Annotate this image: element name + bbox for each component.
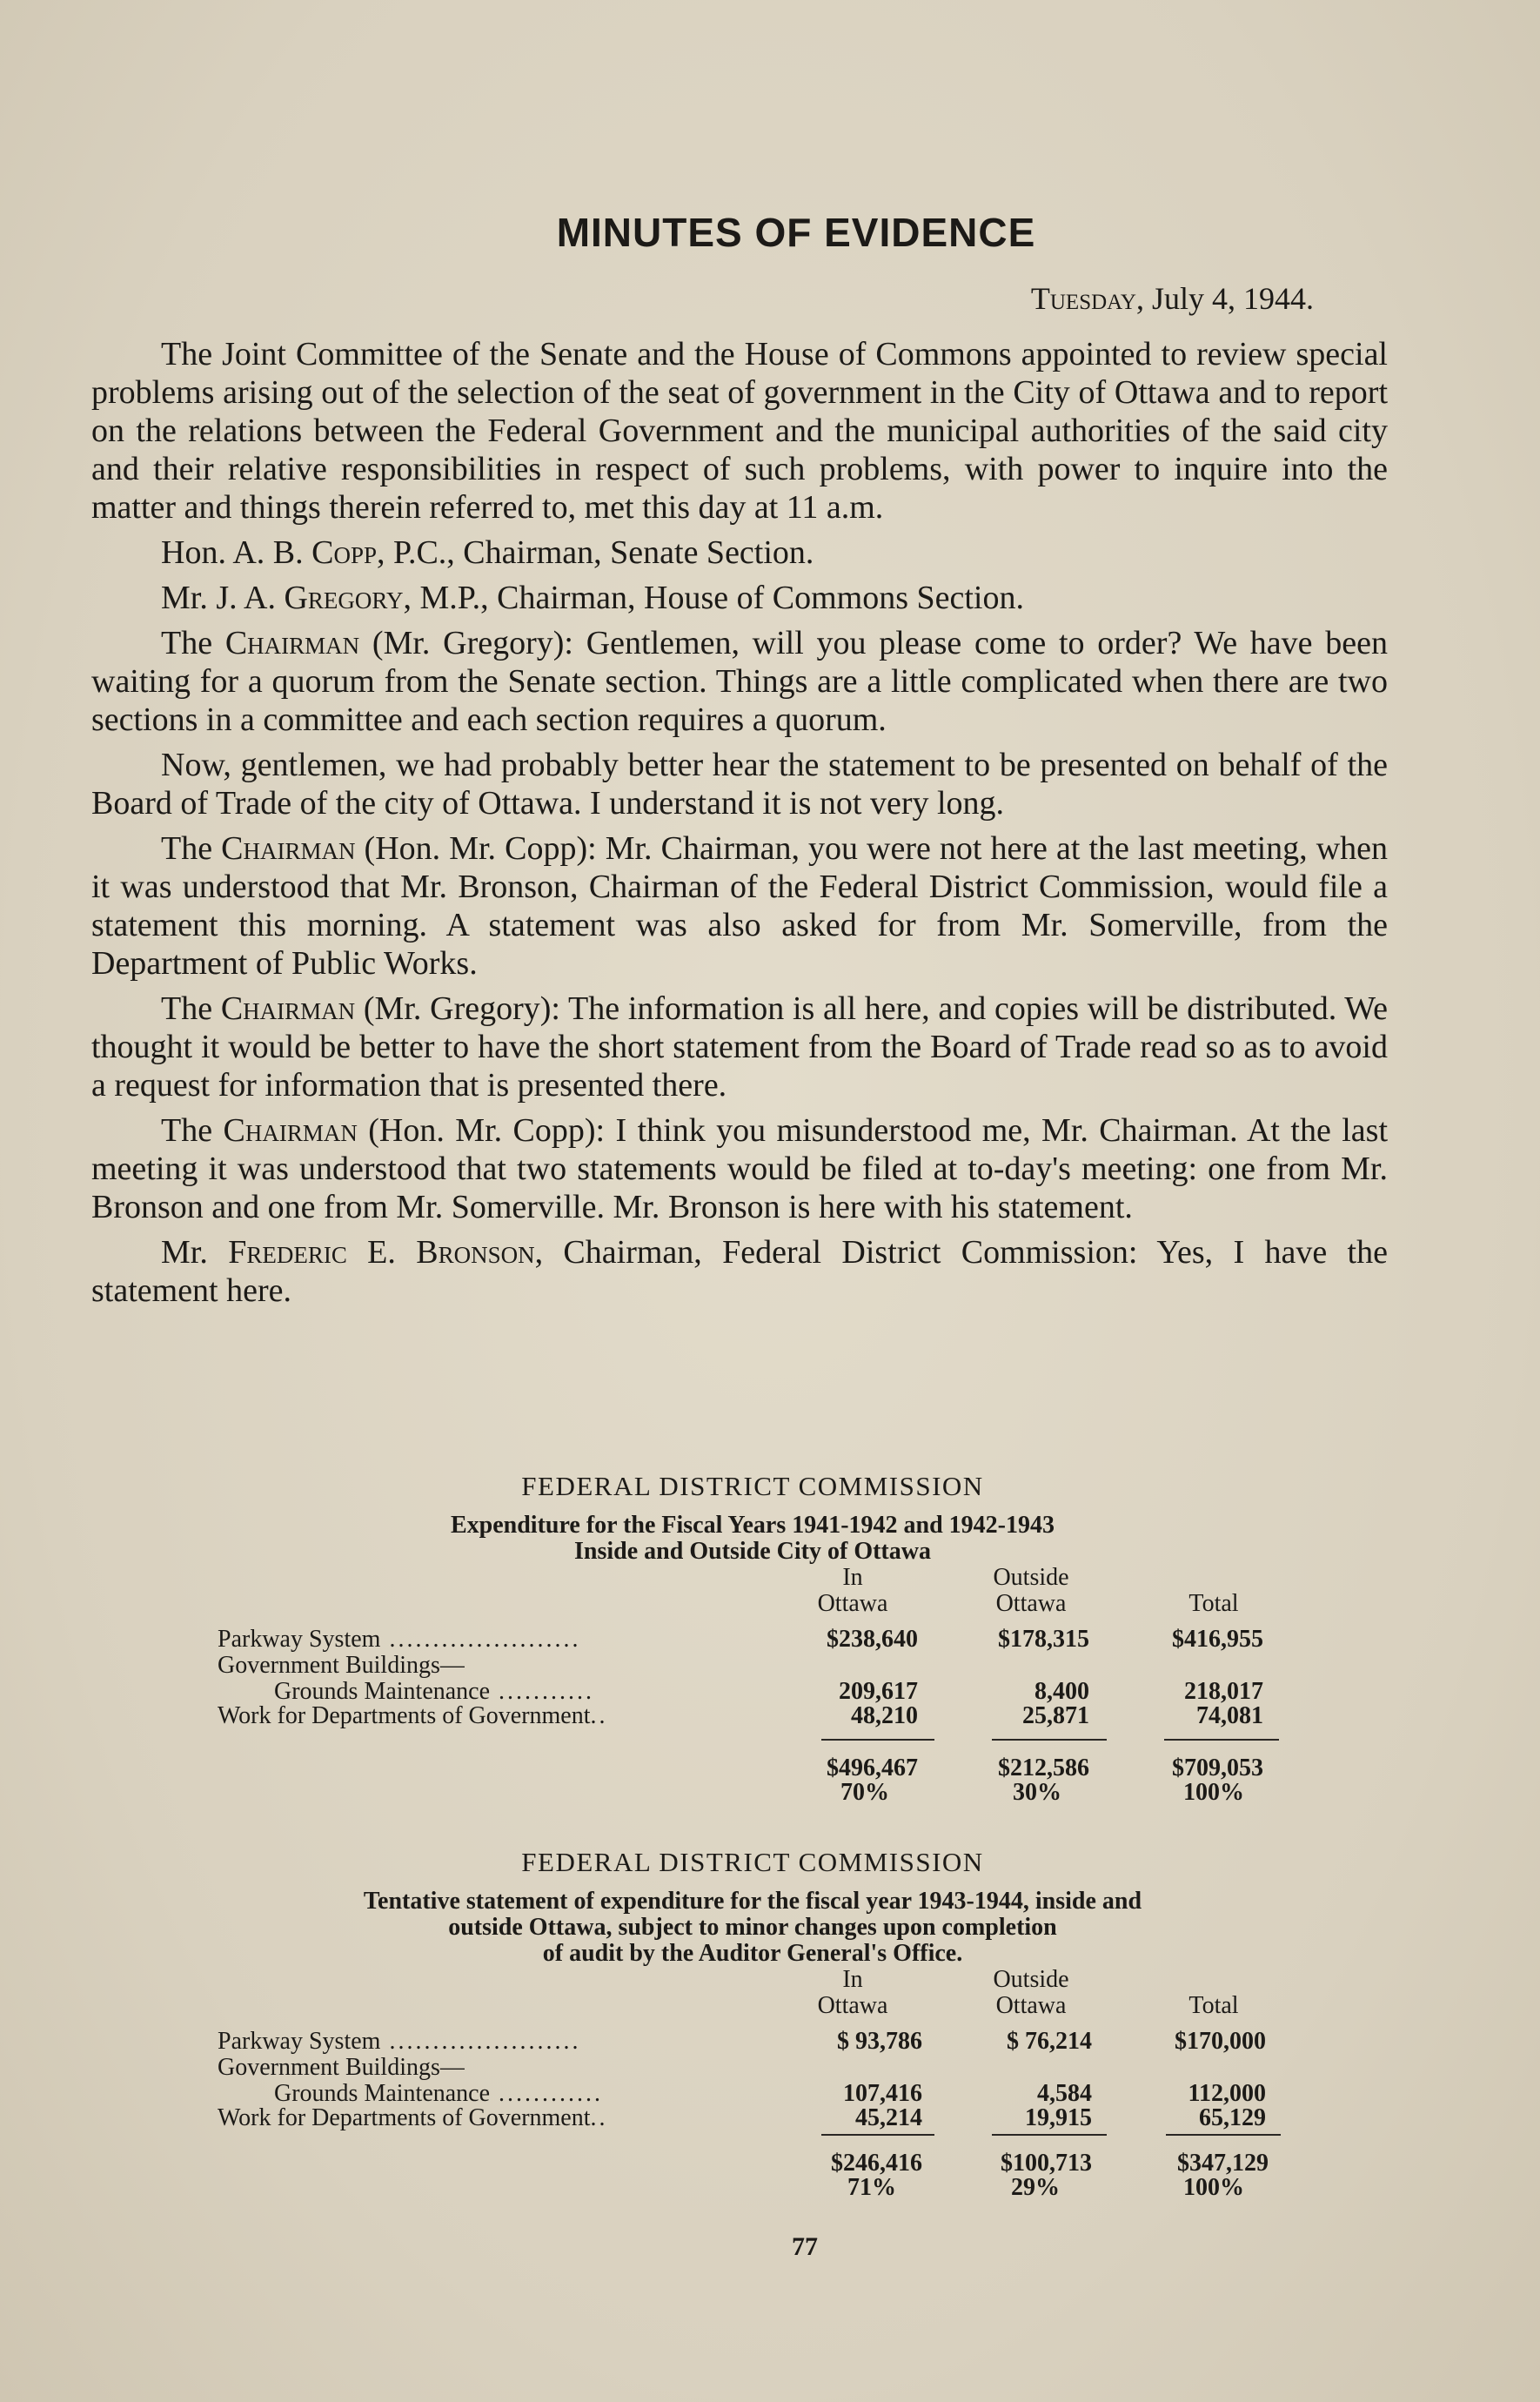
divider <box>1166 2134 1281 2136</box>
table-percent-row: 70% 30% 100% <box>840 1779 1244 1806</box>
session-date-text: July 4, 1944. <box>1151 281 1314 316</box>
paragraph-chairman-copp-2: The Chairman (Hon. Mr. Copp): I think you misunderstood me, Mr. Chairman. At the last meeting it was understood that two statements would be filed at to-day's meeting: one from Mr. Bronson and one from Mr. Somerville. Mr. Bronson is here with his statement. <box>91 1112 1388 1225</box>
divider <box>992 2134 1107 2136</box>
table-row: Grounds Maintenance ............ 107,416 4,584 112,000 <box>274 2080 1266 2107</box>
table2-header-total: Total <box>1188 1992 1239 2019</box>
paragraph-board-of-trade: Now, gentlemen, we had probably better hear the statement to be presented on behalf of the Board of Trade of the city of Ottawa. I understand it is not very long. <box>91 747 1388 822</box>
paragraph-bronson: Mr. Frederic E. Bronson, Chairman, Federal District Commission: Yes, I have the statement here. <box>91 1234 1388 1309</box>
tentative-statement-table-1943-1944 <box>218 1847 1288 2280</box>
table-row: Government Buildings— <box>218 2054 465 2081</box>
divider <box>821 2134 934 2136</box>
session-date <box>1031 280 1314 317</box>
paragraph-senate-chair: Hon. A. B. Copp, P.C., Chairman, Senate Section. <box>161 534 814 571</box>
expenditure-table-1941-1943 <box>218 1471 1288 1878</box>
table-row: Work for Departments of Government.. 45,214 19,915 65,129 <box>218 2104 1266 2131</box>
table-row: Parkway System ...................... $ 93,786 $ 76,214 $170,000 <box>218 2028 1266 2055</box>
paragraph-opening: The Joint Committee of the Senate and the House of Commons appointed to review special problems arising out of the selection of the seat of government in the City of Ottawa and to report on the relations between the Federal Government and the municipal authorities of the said city and their relative responsibilities in respect of such problems, with power to inquire into the matter and things therein referred to, met this day at 11 a.m. <box>91 336 1388 526</box>
page-title: MINUTES OF EVIDENCE <box>556 210 1036 255</box>
table-totals-row: $496,467 $212,586 $709,053 <box>827 1755 1263 1781</box>
table2-subtitle-1: Tentative statement of expenditure for the fiscal year 1943-1944, inside and <box>363 1888 1142 1915</box>
divider <box>992 1739 1107 1741</box>
table1-subtitle-1: Expenditure for the Fiscal Years 1941-1942 and 1942-1943 <box>450 1512 1055 1539</box>
session-day: Tuesday, <box>1030 281 1144 316</box>
table1-header-outside: Outside Ottawa <box>993 1564 1069 1617</box>
divider <box>1164 1739 1279 1741</box>
table2-title: FEDERAL DISTRICT COMMISSION <box>521 1847 984 1877</box>
divider <box>821 1739 934 1741</box>
table2-subtitle-3: of audit by the Auditor General's Office. <box>542 1940 963 1967</box>
table-row: Government Buildings— <box>218 1652 465 1679</box>
table-row: Grounds Maintenance ........... 209,617 8,400 218,017 <box>274 1678 1263 1705</box>
table1-header-total: Total <box>1188 1590 1239 1617</box>
page-number: 77 <box>792 2232 818 2261</box>
table-row: Work for Departments of Government.. 48,210 25,871 74,081 <box>218 1702 1263 1729</box>
table2-header-in: In Ottawa <box>817 1966 888 2019</box>
table-totals-row: $246,416 $100,713 $347,129 <box>831 2150 1269 2177</box>
table1-header-in: In Ottawa <box>817 1564 888 1617</box>
paragraph-chairman-copp-1: The Chairman (Hon. Mr. Copp): Mr. Chairman, you were not here at the last meeting, when it was understood that Mr. Bronson, Chairman of the Federal District Commission, would file a statement this morning. A statement was also asked for from Mr. Somerville, from the Department of Public Works. <box>91 830 1388 982</box>
paragraph-commons-chair: Mr. J. A. Gregory, M.P., Chairman, House of Commons Section. <box>161 580 1024 616</box>
table1-title: FEDERAL DISTRICT COMMISSION <box>521 1471 984 1501</box>
table2-subtitle-2: outside Ottawa, subject to minor changes upon completion <box>448 1914 1057 1941</box>
table1-subtitle-2: Inside and Outside City of Ottawa <box>574 1538 931 1565</box>
table-row: Parkway System ...................... $238,640 $178,315 $416,955 <box>218 1626 1263 1653</box>
paragraph-chairman-gregory-1: The Chairman (Mr. Gregory): Gentlemen, will you please come to order? We have been waiting for a quorum from the Senate section. Things are a little complicated when there are two sections in a committee and each section requires a quorum. <box>91 625 1389 738</box>
paragraph-chairman-gregory-2: The Chairman (Mr. Gregory): The information is all here, and copies will be distributed. We thought it would be better to have the short statement from the Board of Trade read so as to avoid a request for information that is presented there. <box>91 990 1388 1104</box>
table2-header-outside: Outside Ottawa <box>993 1966 1069 2019</box>
table-percent-row: 71% 29% 100% <box>847 2174 1244 2201</box>
minutes-body <box>91 335 1388 1317</box>
